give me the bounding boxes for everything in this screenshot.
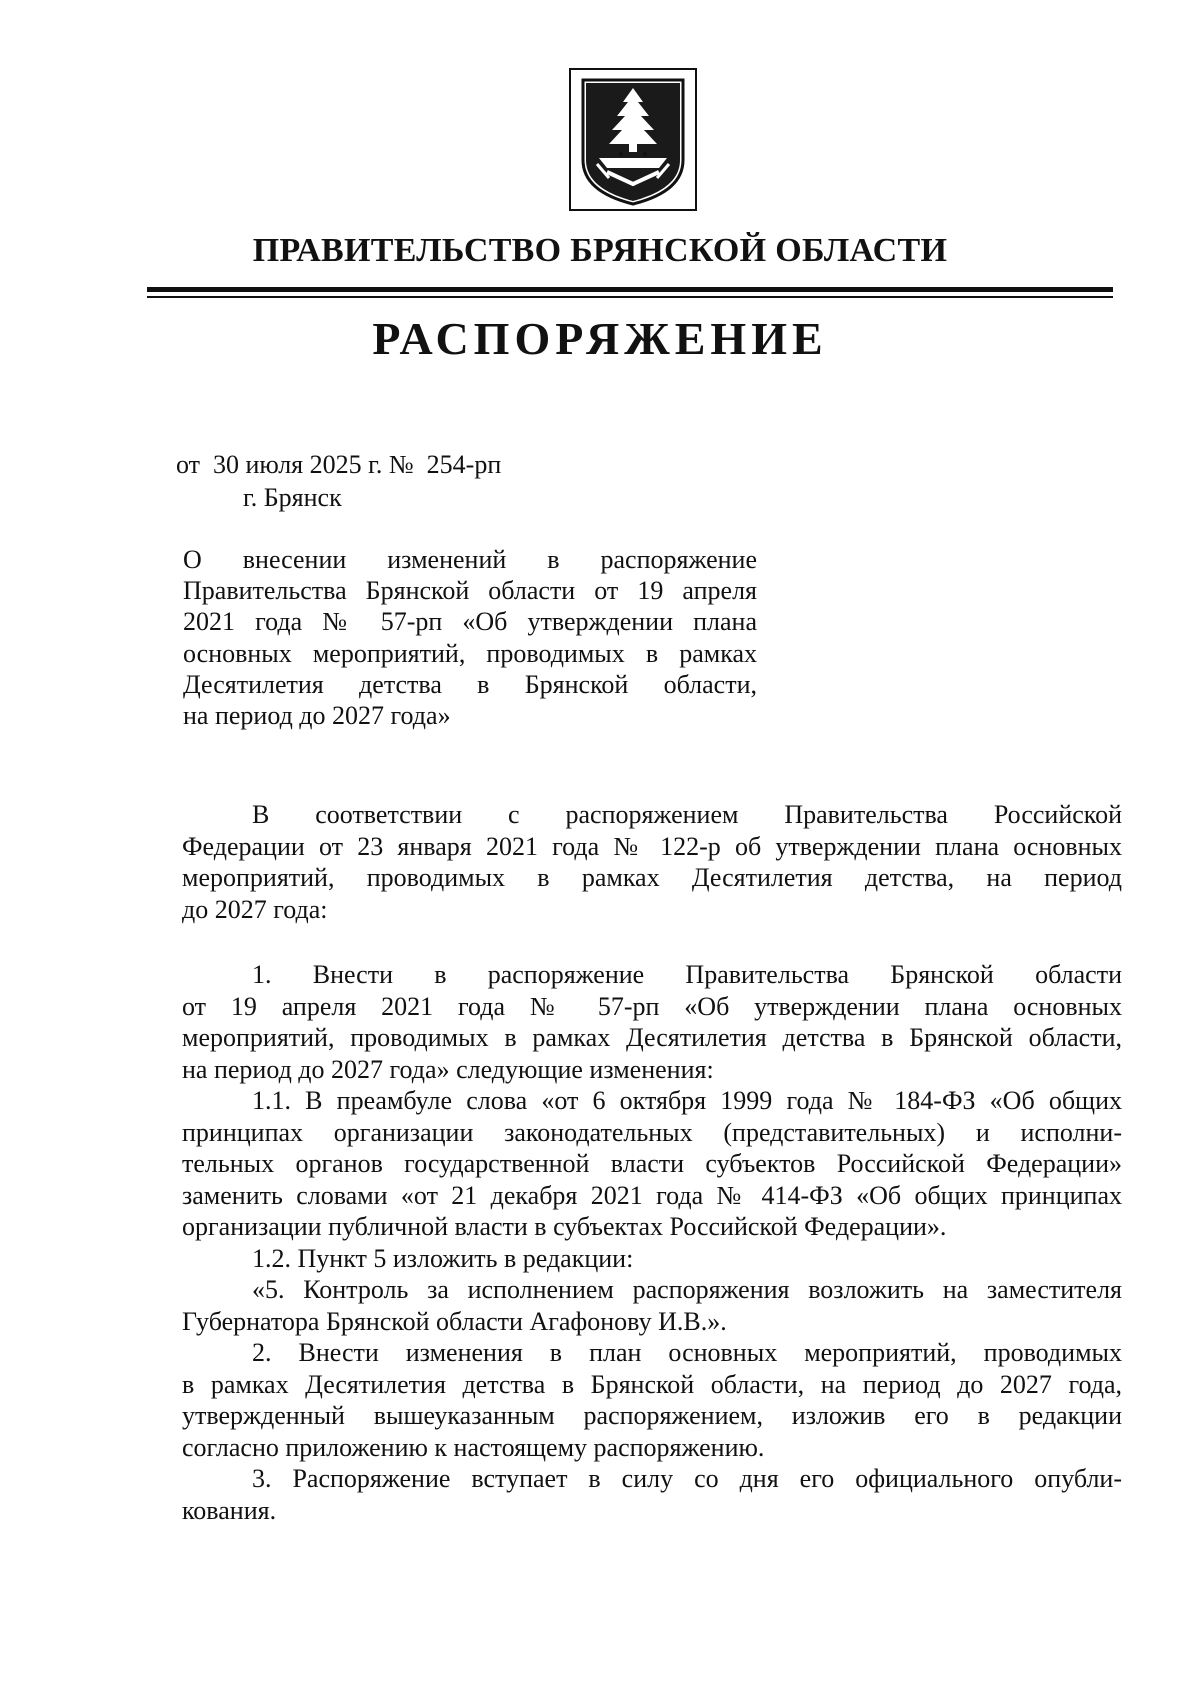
item-line: принципах организации законодательных (представительных) и исполни- [182,1117,1122,1147]
item-line: 1.2. Пункт 5 изложить в редакции: [252,1243,634,1273]
item-line: организации публичной власти в субъектах Российской Федерации». [182,1212,947,1241]
preamble-line: до 2027 года: [182,894,328,924]
item-line: в рамках Десятилетия детства в Брянской области, на период до 2027 года, [182,1369,1122,1399]
government-title: ПРАВИТЕЛЬСТВО БРЯНСКОЙ ОБЛАСТИ [252,232,948,269]
header-divider-thin [147,296,1113,298]
document-type-title: РАСПОРЯЖЕНИЕ [372,313,828,364]
subject-line: на период до 2027 года» [183,700,451,730]
item-line: 1. Внести в распоряжение Правительства Брянской области [252,960,1122,989]
subject-line: 2021 года № 57-рп «Об утверждении плана [183,607,757,637]
subject-line: основных мероприятий, проводимых в рамках [183,638,757,668]
preamble-line: мероприятий, проводимых в рамках Десятилетия детства, на период [182,863,1122,892]
header-divider-thick [147,287,1113,292]
subject-line: О внесении изменений в распоряжение [183,545,757,574]
item-line: кования. [182,1495,277,1525]
item-line: от 19 апреля 2021 года № 57-рп «Об утверждении плана основных [182,991,1122,1021]
item-line: 2. Внести изменения в план основных мероприятий, проводимых [252,1338,1122,1367]
item-line: 1.1. В преамбуле слова «от 6 октября 1999 года № 184-ФЗ «Об общих [252,1086,1122,1115]
item-line: 3. Распоряжение вступает в силу со дня его официального опубли- [252,1464,1122,1493]
subject-line: Правительства Брянской области от 19 апреля [183,576,757,606]
item-line: Губернатора Брянской области Агафонову И.В.». [182,1306,727,1336]
document-subject [183,544,757,731]
item-line: согласно приложению к настоящему распоряжению. [182,1432,765,1462]
item-line: тельных органов государственной власти субъектов Российской Федерации» [182,1149,1122,1178]
preamble-line: Федерации от 23 января 2021 года № 122-р об утверждении плана основных [182,831,1122,861]
item-line: «5. Контроль за исполнением распоряжения возложить на заместителя [252,1275,1122,1304]
item-line: заменить словами «от 21 декабря 2021 года № 414-ФЗ «Об общих принципах [182,1180,1122,1210]
date-and-number: от 30 июля 2025 г. № 254-рп [176,450,502,479]
item-line: на период до 2027 года» следующие изменения: [182,1054,714,1084]
item-line: мероприятий, проводимых в рамках Десятилетия детства в Брянской области, [182,1023,1122,1052]
item-line: утвержденный вышеуказанным распоряжением, изложив его в редакции [182,1401,1122,1430]
resolution-items [182,959,1122,1526]
city: г. Брянск [243,483,342,512]
preamble-line: В соответствии с распоряжением Правительства Российской [252,800,1122,829]
coat-of-arms-icon [569,68,697,211]
preamble-paragraph [182,799,1122,925]
subject-line: Десятилетия детства в Брянской области, [183,669,757,699]
